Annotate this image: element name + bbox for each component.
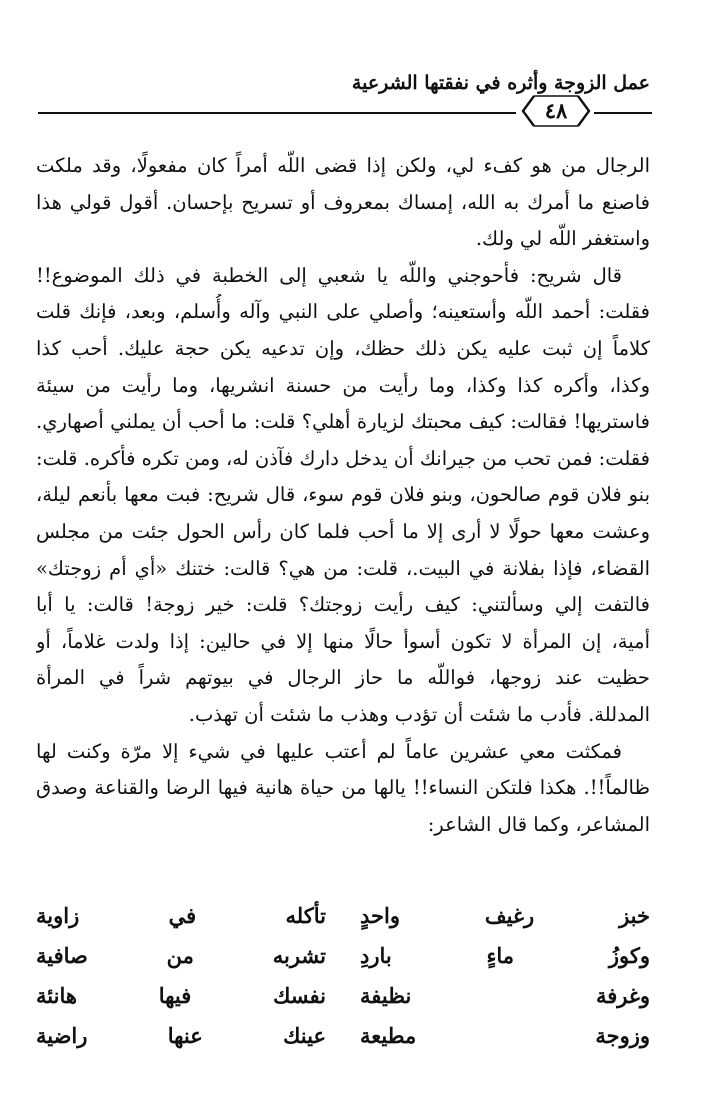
body-line: فالتفت إلي وسألتني: كيف رأيت زوجتك؟ قلت: خير زوجة! قالت: يا أبا: [36, 593, 650, 617]
verse-second-hemistich: عينك عنها راضية: [36, 1023, 326, 1048]
body-line: أمية، إن المرأة لا تكون أسوأ حالًا منها إلا في حالين: إذا ولدت غلاماً، أو: [36, 629, 650, 653]
page-number: ٤٨: [544, 98, 568, 123]
poem-verse: [36, 896, 650, 936]
poem-verse: [36, 936, 650, 976]
running-title: عمل الزوجة وأثره في نفقتها الشرعية: [351, 72, 650, 94]
body-line: فقلت: فمن تحب من جيرانك أن يدخل دارك فآذن له، ومن تكره فأكره. قلت:: [36, 446, 650, 470]
body-line: قال شريح: فأحوجني واللّه يا شعبي إلى الخطبة في ذلك الموضوع!!: [36, 263, 622, 287]
poem-verse: [36, 1016, 650, 1056]
page-number-badge: [518, 92, 594, 130]
body-text: [36, 148, 650, 843]
header-rule-right: [594, 112, 652, 114]
poem-verse: [36, 976, 650, 1016]
body-line: فمكثت معي عشرين عاماً لم أعتب عليها في شيء إلا مرّة وكنت لها: [36, 739, 622, 763]
verse-first-hemistich: وغرفة نظيفة: [360, 983, 650, 1008]
body-line: فاصنع ما أمرك به الله، إمساك بمعروف أو تسريح بإحسان. أقول قولي هذا: [36, 190, 650, 214]
verse-second-hemistich: تأكله في زاوية: [36, 903, 326, 928]
body-line: الرجال من هو كفء لي، ولكن إذا قضى اللّه أمراً كان مفعولًا، وقد ملكت: [36, 154, 650, 177]
body-line: كلاماً إن ثبت عليه يكن ذلك حظك، وإن تدعيه يكن حجة عليك. أحب كذا: [36, 336, 650, 360]
body-line: المدللة. فأدب ما شئت أن تؤدب وهذب ما شئت أن تهذب.: [188, 702, 650, 726]
verse-second-hemistich: نفسك فيها هانئة: [36, 983, 326, 1008]
body-line: القضاء، فإذا بفلانة في البيت.، قلت: من هي؟ قالت: ختنك «أي أم زوجتك»: [36, 556, 650, 580]
body-line: واستغفر اللّه لي ولك.: [475, 227, 650, 251]
header-rule-left: [38, 112, 516, 114]
poem: [36, 896, 650, 1056]
body-line: بنو فلان قوم صالحون، وبنو فلان قوم سوء، قال شريح: فبت معها بأنعم ليلة،: [36, 483, 650, 507]
body-line: حظيت عند زوجها، فواللّه ما حاز الرجال في بيوتهم شراً في المرأة: [36, 666, 650, 690]
verse-first-hemistich: خبز رغيف واحدٍ: [360, 903, 650, 928]
body-line: وكذا، وأكره كذا وكذا، وما رأيت من حسنة انشريها، وما رأيت من سيئة: [36, 373, 650, 397]
page-header: [0, 0, 708, 140]
verse-first-hemistich: وكوزُ ماءٍ باردِ: [360, 943, 650, 968]
verse-second-hemistich: تشربه من صافية: [36, 943, 326, 968]
body-line: وعشت معها حولًا لا أرى إلا ما أحب فلما كان رأس الحول جئت من مجلس: [36, 519, 650, 543]
verse-first-hemistich: وزوجة مطيعة: [360, 1023, 650, 1048]
body-line: ظالماً!!. هكذا فلتكن النساء!! يالها من حياة هانية فيها الرضا والقناعة وصدق: [36, 776, 650, 800]
body-line: فقلت: أحمد اللّه وأستعينه؛ وأصلي على النبي وآله وأُسلم، وبعد، فإنك قلت: [36, 300, 650, 324]
body-line: فاستريها! فقالت: كيف محبتك لزيارة أهلي؟ قلت: ما أحب أن يملني أصهاري.: [36, 410, 650, 434]
body-line: المشاعر، وكما قال الشاعر:: [427, 812, 650, 836]
